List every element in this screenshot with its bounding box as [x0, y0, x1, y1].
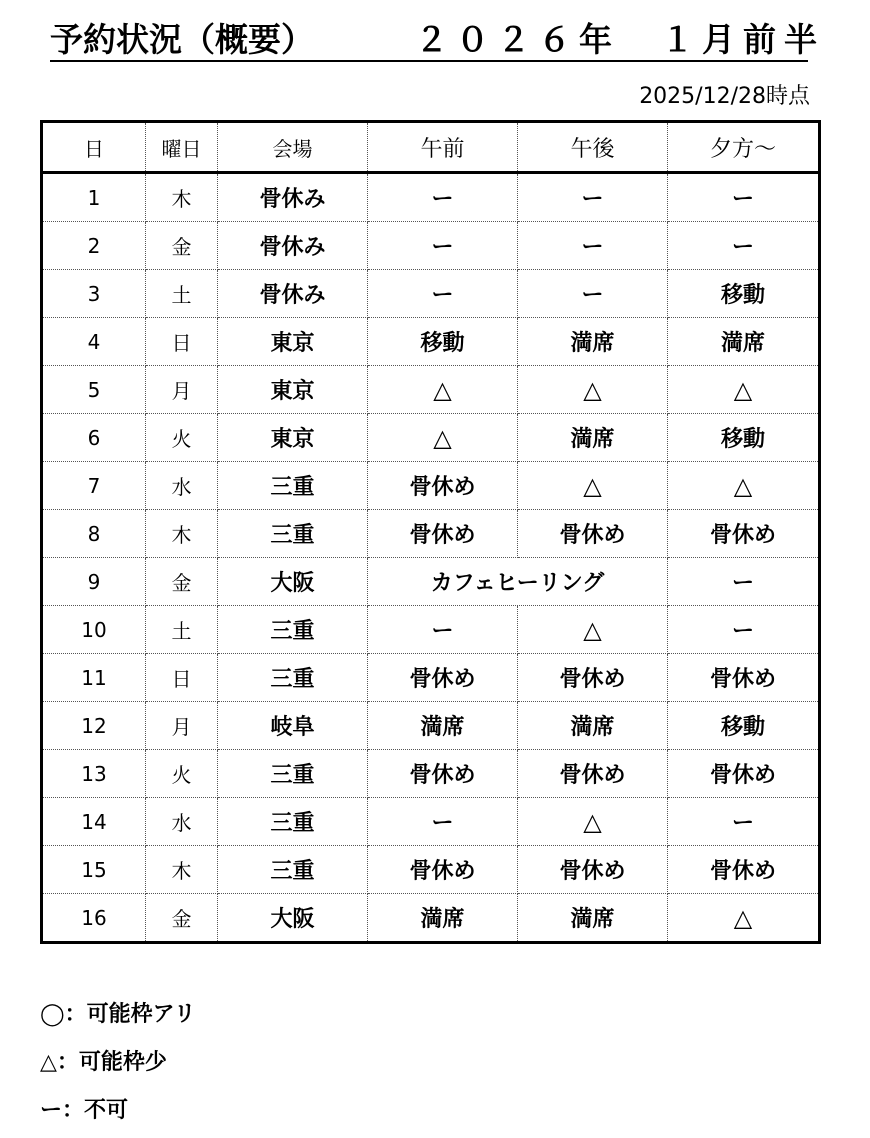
afternoon-cell: ー	[518, 222, 668, 270]
morning-cell: △	[368, 366, 518, 414]
weekday-cell: 金	[146, 558, 218, 606]
weekday-cell: 火	[146, 750, 218, 798]
col-header-afternoon: 午後	[518, 122, 668, 173]
morning-cell: 骨休め	[368, 846, 518, 894]
weekday-cell: 金	[146, 894, 218, 943]
morning-cell: ー	[368, 222, 518, 270]
evening-cell: ー	[668, 222, 820, 270]
venue-cell: 三重	[218, 462, 368, 510]
table-row	[42, 654, 820, 702]
evening-cell: 骨休め	[668, 654, 820, 702]
day-cell: 3	[42, 270, 146, 318]
weekday-cell: 月	[146, 366, 218, 414]
evening-cell: ー	[668, 606, 820, 654]
morning-cell: ー	[368, 798, 518, 846]
weekday-cell: 日	[146, 318, 218, 366]
day-cell: 15	[42, 846, 146, 894]
venue-cell: 三重	[218, 510, 368, 558]
table-row	[42, 270, 820, 318]
morning-cell: 骨休め	[368, 510, 518, 558]
afternoon-cell: 満席	[518, 702, 668, 750]
weekday-cell: 金	[146, 222, 218, 270]
title-left: 予約状況（概要）	[50, 20, 314, 59]
venue-cell: 三重	[218, 606, 368, 654]
weekday-cell: 土	[146, 606, 218, 654]
morning-cell: ー	[368, 606, 518, 654]
afternoon-cell: 骨休め	[518, 750, 668, 798]
table-row	[42, 462, 820, 510]
col-header-weekday: 曜日	[146, 122, 218, 173]
day-cell: 16	[42, 894, 146, 943]
morning-cell: 骨休め	[368, 462, 518, 510]
col-header-venue: 会場	[218, 122, 368, 173]
table-row	[42, 222, 820, 270]
day-cell: 1	[42, 173, 146, 222]
table-row	[42, 606, 820, 654]
legend-limited: △：可能枠少	[40, 1050, 167, 1075]
morning-cell: 満席	[368, 894, 518, 943]
day-cell: 2	[42, 222, 146, 270]
day-cell: 4	[42, 318, 146, 366]
evening-cell: 移動	[668, 270, 820, 318]
evening-cell: 骨休め	[668, 846, 820, 894]
table-header-row	[42, 122, 820, 173]
as-of-date: 2025/12/28時点	[639, 84, 810, 109]
weekday-cell: 土	[146, 270, 218, 318]
table-row	[42, 894, 820, 943]
day-cell: 9	[42, 558, 146, 606]
weekday-cell: 月	[146, 702, 218, 750]
morning-cell: 満席	[368, 702, 518, 750]
afternoon-cell: ー	[518, 173, 668, 222]
page-title	[50, 18, 825, 62]
venue-cell: 三重	[218, 846, 368, 894]
day-cell: 14	[42, 798, 146, 846]
venue-cell: 東京	[218, 414, 368, 462]
day-cell: 10	[42, 606, 146, 654]
afternoon-cell: △	[518, 366, 668, 414]
evening-cell: 移動	[668, 414, 820, 462]
afternoon-cell: △	[518, 798, 668, 846]
afternoon-cell: ー	[518, 270, 668, 318]
venue-cell: 三重	[218, 750, 368, 798]
afternoon-cell: 満席	[518, 318, 668, 366]
evening-cell: 満席	[668, 318, 820, 366]
morning-cell: 移動	[368, 318, 518, 366]
evening-cell: △	[668, 894, 820, 943]
table-row	[42, 798, 820, 846]
venue-cell: 骨休み	[218, 173, 368, 222]
morning-cell: 骨休め	[368, 750, 518, 798]
weekday-cell: 日	[146, 654, 218, 702]
day-cell: 13	[42, 750, 146, 798]
day-cell: 8	[42, 510, 146, 558]
table-row	[42, 414, 820, 462]
col-header-evening: 夕方～	[668, 122, 820, 173]
day-cell: 6	[42, 414, 146, 462]
weekday-cell: 水	[146, 462, 218, 510]
weekday-cell: 木	[146, 510, 218, 558]
col-header-day: 日	[42, 122, 146, 173]
day-cell: 7	[42, 462, 146, 510]
legend-available: ◯：可能枠アリ	[40, 1002, 196, 1027]
venue-cell: 三重	[218, 798, 368, 846]
morning-afternoon-cell: カフェヒーリング	[368, 558, 668, 606]
afternoon-cell: 満席	[518, 894, 668, 943]
day-cell: 12	[42, 702, 146, 750]
table-row	[42, 366, 820, 414]
evening-cell: 骨休め	[668, 510, 820, 558]
evening-cell: ー	[668, 558, 820, 606]
afternoon-cell: △	[518, 606, 668, 654]
evening-cell: △	[668, 366, 820, 414]
afternoon-cell: 骨休め	[518, 846, 668, 894]
evening-cell: ー	[668, 173, 820, 222]
venue-cell: 骨休み	[218, 270, 368, 318]
legend-unavailable: ー：不可	[40, 1098, 129, 1123]
title-right: ２０２６年 １月前半	[415, 20, 825, 59]
evening-cell: ー	[668, 798, 820, 846]
afternoon-cell: 満席	[518, 414, 668, 462]
table-row	[42, 846, 820, 894]
table-row	[42, 558, 820, 606]
reservation-table	[40, 120, 821, 944]
venue-cell: 大阪	[218, 558, 368, 606]
afternoon-cell: △	[518, 462, 668, 510]
weekday-cell: 火	[146, 414, 218, 462]
table-row	[42, 510, 820, 558]
afternoon-cell: 骨休め	[518, 510, 668, 558]
table-row	[42, 318, 820, 366]
morning-cell: △	[368, 414, 518, 462]
venue-cell: 大阪	[218, 894, 368, 943]
evening-cell: 移動	[668, 702, 820, 750]
table-row	[42, 750, 820, 798]
morning-cell: ー	[368, 173, 518, 222]
venue-cell: 東京	[218, 366, 368, 414]
table-body	[42, 173, 820, 943]
venue-cell: 骨休み	[218, 222, 368, 270]
weekday-cell: 木	[146, 846, 218, 894]
day-cell: 11	[42, 654, 146, 702]
table-row	[42, 702, 820, 750]
evening-cell: △	[668, 462, 820, 510]
venue-cell: 岐阜	[218, 702, 368, 750]
weekday-cell: 水	[146, 798, 218, 846]
morning-cell: 骨休め	[368, 654, 518, 702]
venue-cell: 東京	[218, 318, 368, 366]
morning-cell: ー	[368, 270, 518, 318]
day-cell: 5	[42, 366, 146, 414]
weekday-cell: 木	[146, 173, 218, 222]
table-row	[42, 173, 820, 222]
afternoon-cell: 骨休め	[518, 654, 668, 702]
col-header-morning: 午前	[368, 122, 518, 173]
evening-cell: 骨休め	[668, 750, 820, 798]
venue-cell: 三重	[218, 654, 368, 702]
